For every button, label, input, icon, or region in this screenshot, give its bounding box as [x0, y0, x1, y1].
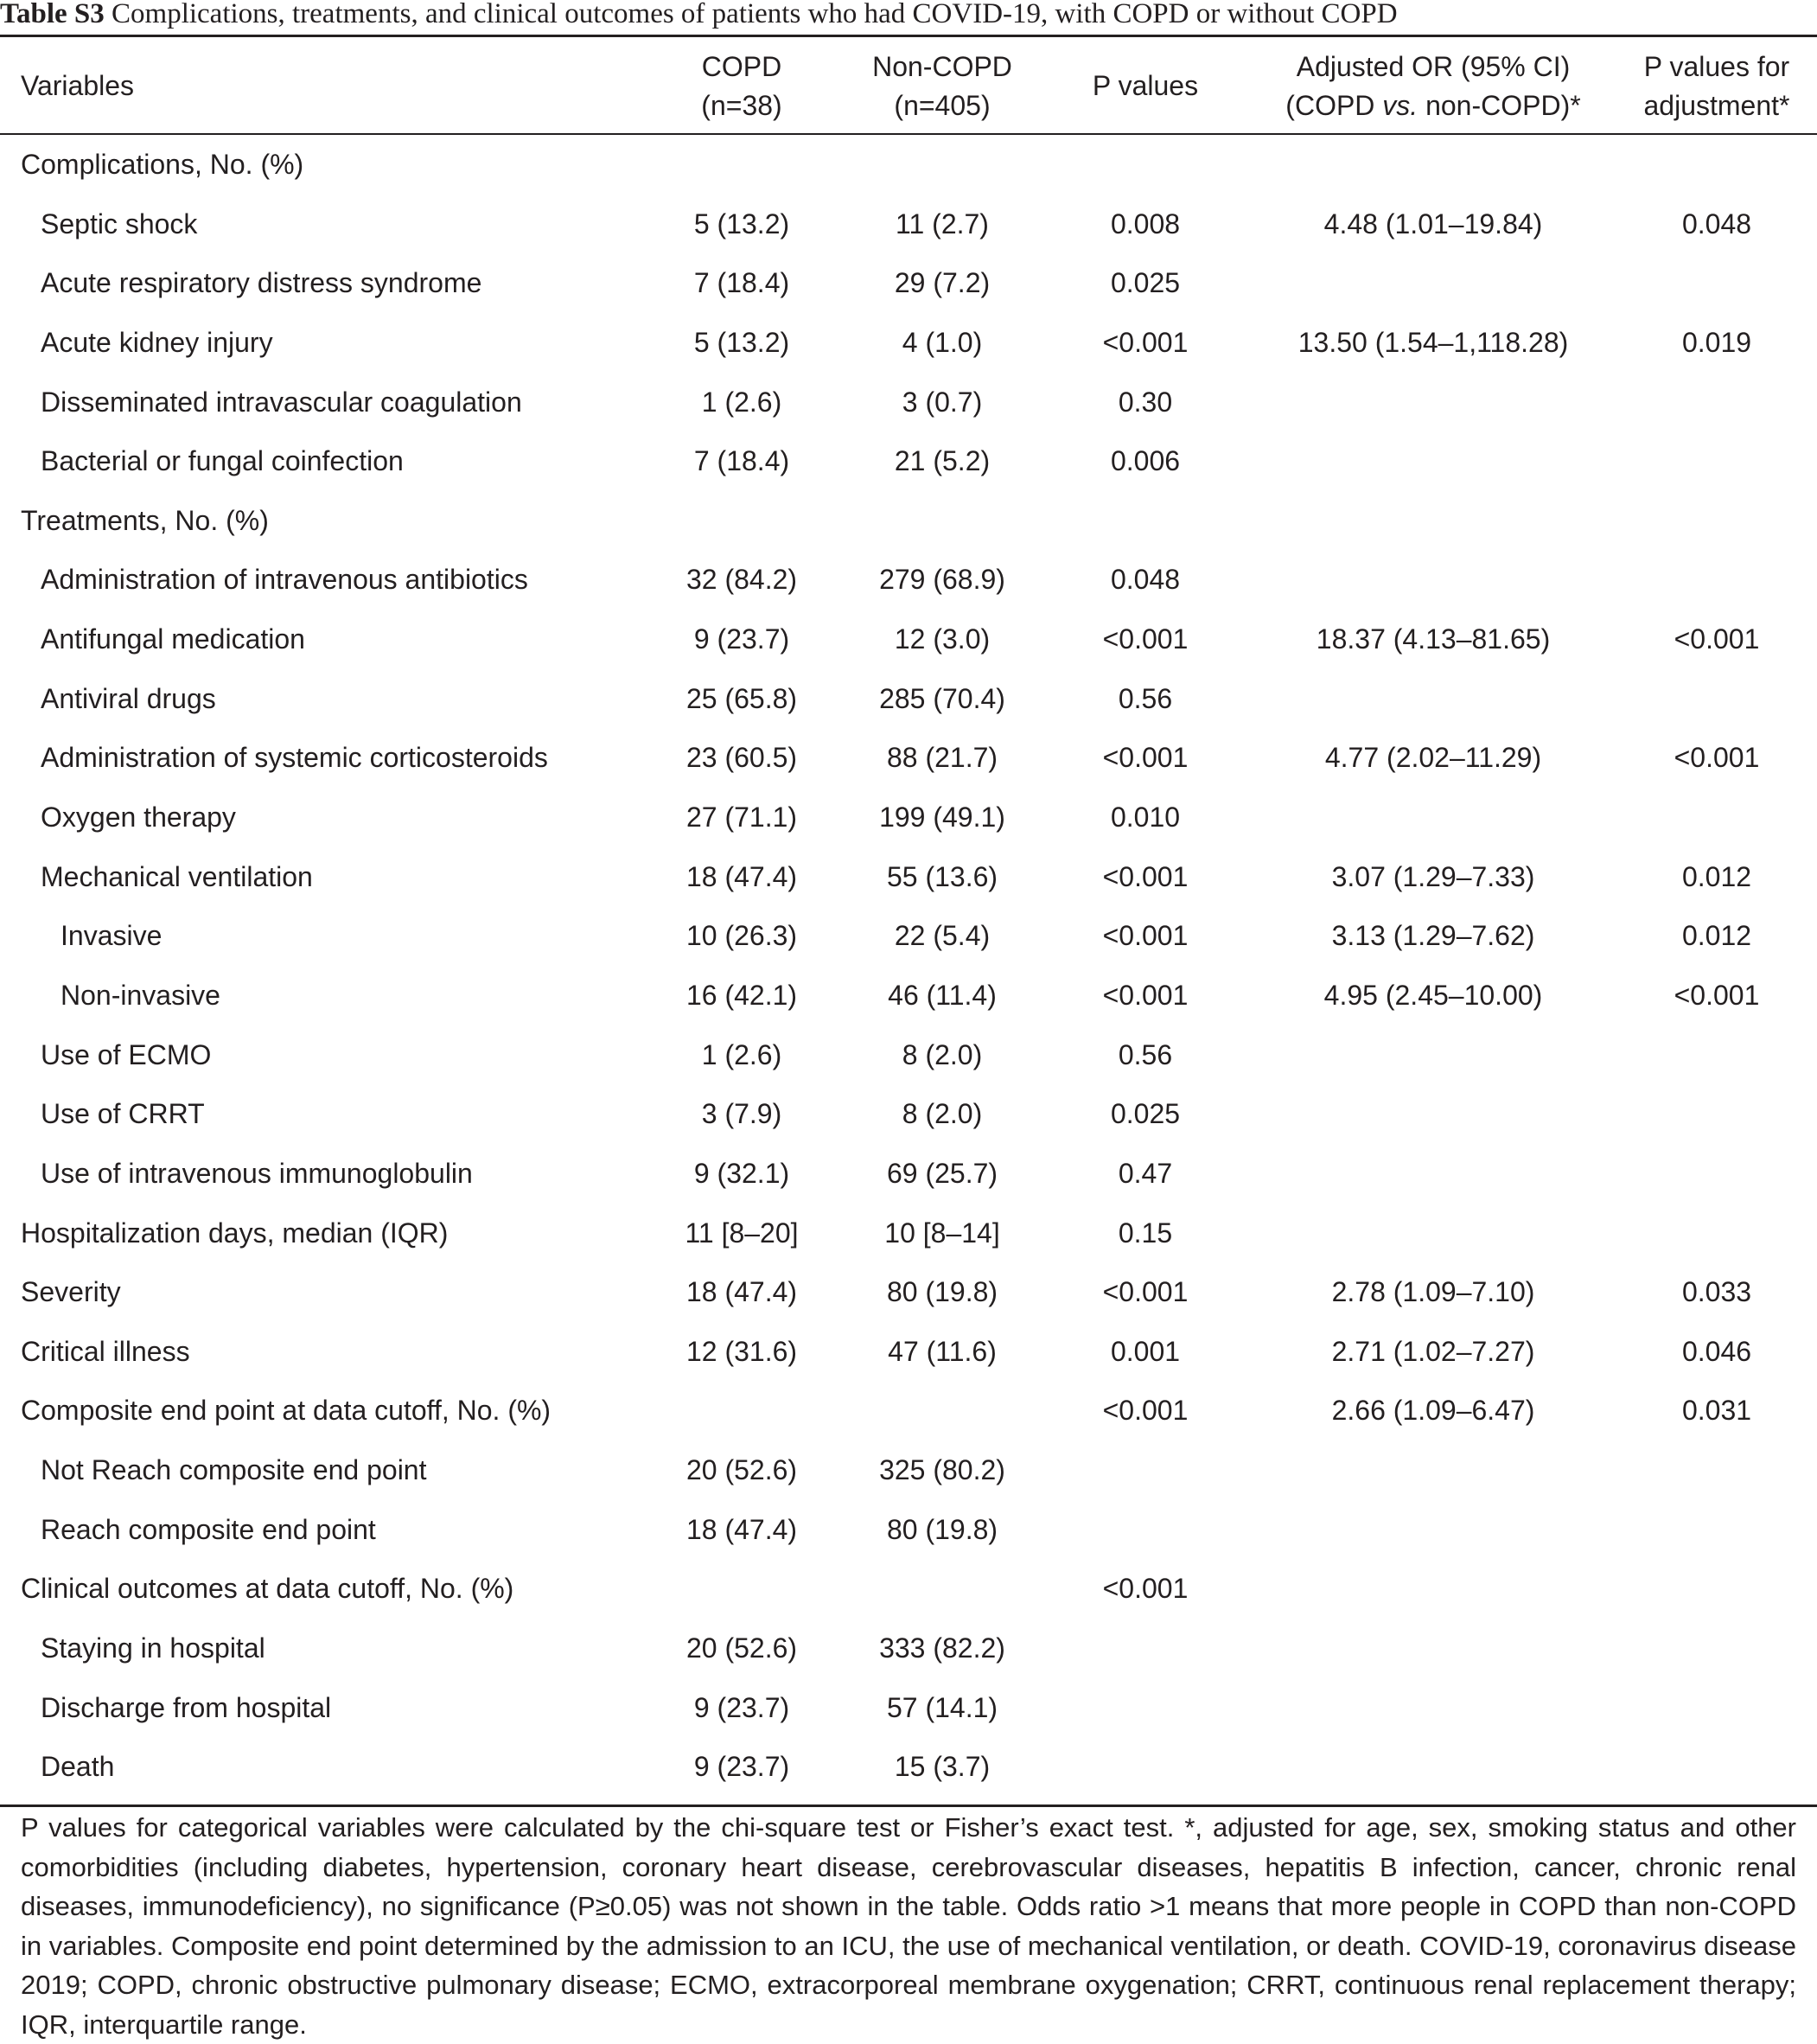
row-variable: Use of CRRT — [41, 1098, 205, 1130]
cell-p-value — [1037, 491, 1253, 551]
row-variable: Bacterial or fungal coinfection — [41, 445, 404, 477]
cell-adjusted-or: 4.77 (2.02–11.29) — [1324, 742, 1542, 774]
table-row — [0, 195, 1817, 254]
table-row — [0, 550, 1817, 610]
cell-adjusted-or: 3.07 (1.29–7.33) — [1331, 860, 1535, 892]
cell-noncopd: 69 (25.7) — [886, 1157, 998, 1189]
cell-adjusted-or — [1252, 253, 1615, 313]
row-variable: Clinical outcomes at data cutoff, No. (%) — [21, 1573, 514, 1605]
cell-copd: 1 (2.6) — [701, 386, 782, 418]
row-variable: Administration of systemic corticosteroids — [41, 742, 548, 774]
row-variable: Antifungal medication — [41, 623, 305, 655]
table-row — [0, 669, 1817, 729]
cell-p-adjusted: 0.012 — [1681, 860, 1752, 892]
cell-p-value — [1037, 1619, 1253, 1678]
table-caption-label: Table S3 — [0, 0, 105, 29]
cell-adjusted-or: 2.66 (1.09–6.47) — [1331, 1395, 1535, 1427]
cell-adjusted-or — [1252, 491, 1615, 551]
cell-noncopd: 333 (82.2) — [879, 1632, 1005, 1664]
row-variable: Hospitalization days, median (IQR) — [21, 1217, 449, 1249]
row-variable: Death — [41, 1751, 115, 1783]
cell-p-value: 0.15 — [1118, 1217, 1173, 1249]
cell-noncopd: 279 (68.9) — [879, 564, 1005, 596]
cell-copd: 18 (47.4) — [685, 1513, 798, 1545]
row-variable: Use of ECMO — [41, 1038, 212, 1070]
cell-adjusted-or: 4.48 (1.01–19.84) — [1323, 208, 1543, 240]
cell-p-adjusted — [1613, 491, 1817, 551]
table-header — [0, 37, 1817, 133]
cell-copd: 23 (60.5) — [685, 742, 798, 774]
cell-noncopd — [813, 1381, 1072, 1440]
cell-p-value — [1037, 1440, 1253, 1500]
table-row — [0, 1440, 1817, 1500]
header-copd-line1: COPD — [701, 51, 782, 82]
table-row — [0, 1204, 1817, 1263]
cell-p-value — [1037, 1678, 1253, 1738]
header-adjusted-or-line2 — [1252, 86, 1615, 125]
cell-p-adjusted — [1613, 669, 1817, 729]
row-variable: Acute kidney injury — [41, 326, 273, 358]
cell-copd: 16 (42.1) — [685, 979, 798, 1011]
cell-noncopd: 55 (13.6) — [886, 860, 998, 892]
cell-adjusted-or: 18.37 (4.13–81.65) — [1316, 623, 1551, 655]
table-row — [0, 1084, 1817, 1144]
row-variable: Severity — [21, 1276, 121, 1308]
cell-copd: 7 (18.4) — [693, 267, 790, 299]
cell-p-adjusted — [1613, 1440, 1817, 1500]
cell-copd: 18 (47.4) — [685, 860, 798, 892]
cell-copd: 5 (13.2) — [693, 326, 790, 358]
cell-adjusted-or — [1252, 669, 1615, 729]
table-row — [0, 1322, 1817, 1382]
cell-p-adjusted — [1613, 1084, 1817, 1144]
cell-p-adjusted: 0.019 — [1681, 326, 1752, 358]
row-variable: Administration of intravenous antibiotics — [41, 564, 528, 596]
cell-noncopd: 57 (14.1) — [886, 1691, 998, 1723]
cell-adjusted-or — [1252, 1559, 1615, 1619]
cell-adjusted-or — [1252, 788, 1615, 847]
cell-adjusted-or — [1252, 1440, 1615, 1500]
cell-p-adjusted: 0.033 — [1681, 1276, 1752, 1308]
table-row — [0, 373, 1817, 432]
cell-p-adjusted — [1613, 1025, 1817, 1085]
cell-p-adjusted — [1613, 373, 1817, 432]
row-variable: Not Reach composite end point — [41, 1454, 427, 1486]
header-pvalues-text: P values — [1092, 70, 1199, 101]
cell-p-adjusted: <0.001 — [1674, 979, 1760, 1011]
row-variable: Disseminated intravascular coagulation — [41, 386, 522, 418]
cell-adjusted-or — [1252, 1678, 1615, 1738]
cell-adjusted-or — [1252, 550, 1615, 610]
header-padj-line1: P values for — [1643, 51, 1790, 82]
cell-adjusted-or — [1252, 1025, 1615, 1085]
cell-p-adjusted — [1613, 1737, 1817, 1797]
cell-p-value: 0.56 — [1118, 682, 1173, 714]
cell-noncopd — [813, 491, 1072, 551]
cell-p-adjusted — [1613, 253, 1817, 313]
header-or-vs: vs. — [1382, 90, 1419, 121]
table-row — [0, 1619, 1817, 1678]
cell-copd: 20 (52.6) — [685, 1632, 798, 1664]
cell-copd: 3 (7.9) — [701, 1098, 782, 1130]
table-body — [0, 135, 1817, 1797]
cell-copd: 1 (2.6) — [701, 1038, 782, 1070]
cell-adjusted-or — [1252, 1204, 1615, 1263]
cell-p-value: 0.47 — [1118, 1157, 1173, 1189]
cell-adjusted-or: 3.13 (1.29–7.62) — [1331, 920, 1535, 952]
table-row — [0, 253, 1817, 313]
table-caption-text: Complications, treatments, and clinical outcomes of patients who had COVID-19, with COPD or without COPD — [112, 0, 1398, 29]
row-variable: Reach composite end point — [41, 1513, 376, 1545]
cell-noncopd: 80 (19.8) — [886, 1513, 998, 1545]
cell-p-adjusted: 0.046 — [1681, 1335, 1752, 1367]
cell-copd: 9 (23.7) — [693, 1751, 790, 1783]
header-copd-line2: (n=38) — [701, 90, 782, 121]
cell-adjusted-or — [1252, 1084, 1615, 1144]
header-noncopd — [813, 48, 1072, 125]
header-variables-text: Variables — [21, 70, 135, 101]
cell-noncopd: 80 (19.8) — [886, 1276, 998, 1308]
table-row — [0, 788, 1817, 847]
cell-p-value: <0.001 — [1102, 920, 1189, 952]
cell-adjusted-or — [1252, 135, 1615, 195]
row-variable: Discharge from hospital — [41, 1691, 332, 1723]
header-variables — [21, 67, 134, 105]
row-variable: Septic shock — [41, 208, 198, 240]
cell-copd: 32 (84.2) — [685, 564, 798, 596]
cell-p-value: <0.001 — [1102, 1395, 1189, 1427]
cell-p-adjusted: 0.031 — [1681, 1395, 1752, 1427]
cell-p-value: <0.001 — [1102, 860, 1189, 892]
table-row — [0, 1381, 1817, 1440]
cell-noncopd: 8 (2.0) — [902, 1038, 983, 1070]
cell-p-value: 0.56 — [1118, 1038, 1173, 1070]
row-variable: Invasive — [61, 920, 163, 952]
cell-p-value — [1037, 1500, 1253, 1560]
cell-noncopd: 3 (0.7) — [902, 386, 983, 418]
row-variable: Acute respiratory distress syndrome — [41, 267, 482, 299]
header-or-post: non-COPD)* — [1418, 90, 1581, 121]
cell-p-value: 0.025 — [1110, 1098, 1181, 1130]
cell-noncopd: 88 (21.7) — [886, 742, 998, 774]
table-row — [0, 1559, 1817, 1619]
cell-copd: 9 (23.7) — [693, 1691, 790, 1723]
table-row — [0, 135, 1817, 195]
header-adjusted-or-line1: Adjusted OR (95% CI) — [1296, 51, 1571, 82]
cell-noncopd: 22 (5.4) — [894, 920, 991, 952]
cell-adjusted-or — [1252, 373, 1615, 432]
table-row — [0, 491, 1817, 551]
cell-p-adjusted: 0.012 — [1681, 920, 1752, 952]
cell-copd: 12 (31.6) — [685, 1335, 798, 1367]
cell-p-adjusted — [1613, 1619, 1817, 1678]
table-row — [0, 847, 1817, 907]
cell-p-adjusted: <0.001 — [1674, 742, 1760, 774]
header-noncopd-line1: Non-COPD — [872, 51, 1012, 82]
cell-p-adjusted — [1613, 1144, 1817, 1204]
cell-copd: 9 (32.1) — [693, 1157, 790, 1189]
cell-noncopd: 47 (11.6) — [888, 1335, 997, 1367]
header-padj — [1613, 48, 1817, 125]
row-variable: Critical illness — [21, 1335, 190, 1367]
cell-noncopd: 11 (2.7) — [896, 208, 989, 240]
cell-copd: 27 (71.1) — [685, 802, 798, 834]
table-footnote: P values for categorical variables were calculated by the chi-square test or Fisher’s exact test. *, adjusted for age, sex, smoking status and other comorbidities (including diabetes, hypertension, coronary heart disease, cerebrovascular diseases, hepatitis B infection, cancer, chronic renal diseases, immunodeficiency), no significance (P≥0.05) was not shown in the table. Odds ratio >1 means that more people in COPD than non-COPD in variables. Composite end point determined by the admission to an ICU, the use of mechanical ventilation, or death. COVID-19, coronavirus disease 2019; COPD, chronic obstructive pulmonary disease; ECMO, extracorporeal membrane oxygenation; CRRT, continuous renal replacement therapy; IQR, interquartile range. — [21, 1812, 1796, 2040]
table-row — [0, 431, 1817, 491]
cell-p-value: 0.008 — [1110, 208, 1181, 240]
cell-adjusted-or — [1252, 1737, 1615, 1797]
cell-p-value: 0.048 — [1110, 564, 1181, 596]
cell-noncopd: 199 (49.1) — [879, 802, 1005, 834]
cell-copd: 20 (52.6) — [685, 1454, 798, 1486]
row-variable: Composite end point at data cutoff, No. (%) — [21, 1395, 551, 1427]
cell-p-adjusted — [1613, 1559, 1817, 1619]
table-row — [0, 610, 1817, 669]
header-noncopd-line2: (n=405) — [894, 90, 991, 121]
cell-p-value: 0.010 — [1110, 802, 1181, 834]
table-row — [0, 1025, 1817, 1085]
cell-p-value: <0.001 — [1102, 979, 1189, 1011]
cell-noncopd: 325 (80.2) — [879, 1454, 1005, 1486]
table-row — [0, 1737, 1817, 1797]
cell-p-value: 0.001 — [1110, 1335, 1181, 1367]
cell-p-value: 0.30 — [1118, 386, 1173, 418]
cell-adjusted-or — [1252, 1619, 1615, 1678]
cell-copd: 5 (13.2) — [693, 208, 790, 240]
cell-copd: 25 (65.8) — [685, 682, 798, 714]
cell-copd: 9 (23.7) — [693, 623, 790, 655]
row-variable: Non-invasive — [61, 979, 220, 1011]
cell-copd: 18 (47.4) — [685, 1276, 798, 1308]
cell-p-value: 0.025 — [1110, 267, 1181, 299]
cell-p-value: <0.001 — [1102, 326, 1189, 358]
cell-noncopd: 21 (5.2) — [894, 445, 991, 477]
table-row — [0, 313, 1817, 373]
cell-p-adjusted: 0.048 — [1681, 208, 1752, 240]
header-padj-line2: adjustment* — [1643, 90, 1790, 121]
table-caption — [0, 0, 1817, 35]
cell-p-adjusted — [1613, 431, 1817, 491]
cell-p-value: <0.001 — [1102, 742, 1189, 774]
table-bottom-rule — [0, 1804, 1817, 1807]
row-variable: Oxygen therapy — [41, 802, 236, 834]
cell-adjusted-or — [1252, 431, 1615, 491]
table-row — [0, 1678, 1817, 1738]
header-or-pre: (COPD — [1285, 90, 1383, 121]
cell-p-adjusted — [1613, 135, 1817, 195]
cell-p-adjusted — [1613, 1204, 1817, 1263]
cell-p-value: <0.001 — [1102, 623, 1189, 655]
header-pvalues — [1037, 67, 1253, 105]
cell-adjusted-or: 13.50 (1.54–1,118.28) — [1297, 326, 1569, 358]
cell-noncopd: 4 (1.0) — [902, 326, 983, 358]
table-row — [0, 966, 1817, 1025]
cell-adjusted-or — [1252, 1500, 1615, 1560]
cell-noncopd: 285 (70.4) — [879, 682, 1005, 714]
cell-adjusted-or: 2.78 (1.09–7.10) — [1331, 1276, 1535, 1308]
table-row — [0, 1500, 1817, 1560]
cell-copd: 10 (26.3) — [685, 920, 798, 952]
cell-noncopd: 46 (11.4) — [888, 979, 997, 1011]
cell-p-adjusted — [1613, 1500, 1817, 1560]
table-row — [0, 1144, 1817, 1204]
row-variable: Staying in hospital — [41, 1632, 265, 1664]
table-row — [0, 906, 1817, 966]
cell-p-value — [1037, 135, 1253, 195]
cell-noncopd — [813, 135, 1072, 195]
cell-p-value: 0.006 — [1110, 445, 1181, 477]
cell-p-adjusted — [1613, 788, 1817, 847]
cell-noncopd: 12 (3.0) — [894, 623, 991, 655]
cell-adjusted-or — [1252, 1144, 1615, 1204]
header-adjusted-or — [1252, 48, 1615, 125]
row-variable: Antiviral drugs — [41, 682, 216, 714]
cell-noncopd: 15 (3.7) — [894, 1751, 991, 1783]
cell-p-adjusted — [1613, 1678, 1817, 1738]
table-row — [0, 728, 1817, 788]
row-variable: Mechanical ventilation — [41, 860, 313, 892]
cell-p-adjusted: <0.001 — [1674, 623, 1760, 655]
row-variable: Complications, No. (%) — [21, 149, 304, 180]
cell-copd: 7 (18.4) — [693, 445, 790, 477]
cell-adjusted-or: 2.71 (1.02–7.27) — [1331, 1335, 1535, 1367]
cell-noncopd — [813, 1559, 1072, 1619]
row-variable: Use of intravenous immunoglobulin — [41, 1157, 473, 1189]
row-variable: Treatments, No. (%) — [21, 504, 269, 536]
cell-noncopd: 10 [8–14] — [884, 1217, 1000, 1249]
cell-p-value — [1037, 1737, 1253, 1797]
cell-p-value: <0.001 — [1102, 1573, 1189, 1605]
cell-p-adjusted — [1613, 550, 1817, 610]
cell-adjusted-or: 4.95 (2.45–10.00) — [1323, 979, 1543, 1011]
cell-noncopd: 8 (2.0) — [902, 1098, 983, 1130]
cell-p-value: <0.001 — [1102, 1276, 1189, 1308]
table-row — [0, 1262, 1817, 1322]
cell-noncopd: 29 (7.2) — [894, 267, 991, 299]
cell-copd: 11 [8–20] — [685, 1217, 799, 1249]
